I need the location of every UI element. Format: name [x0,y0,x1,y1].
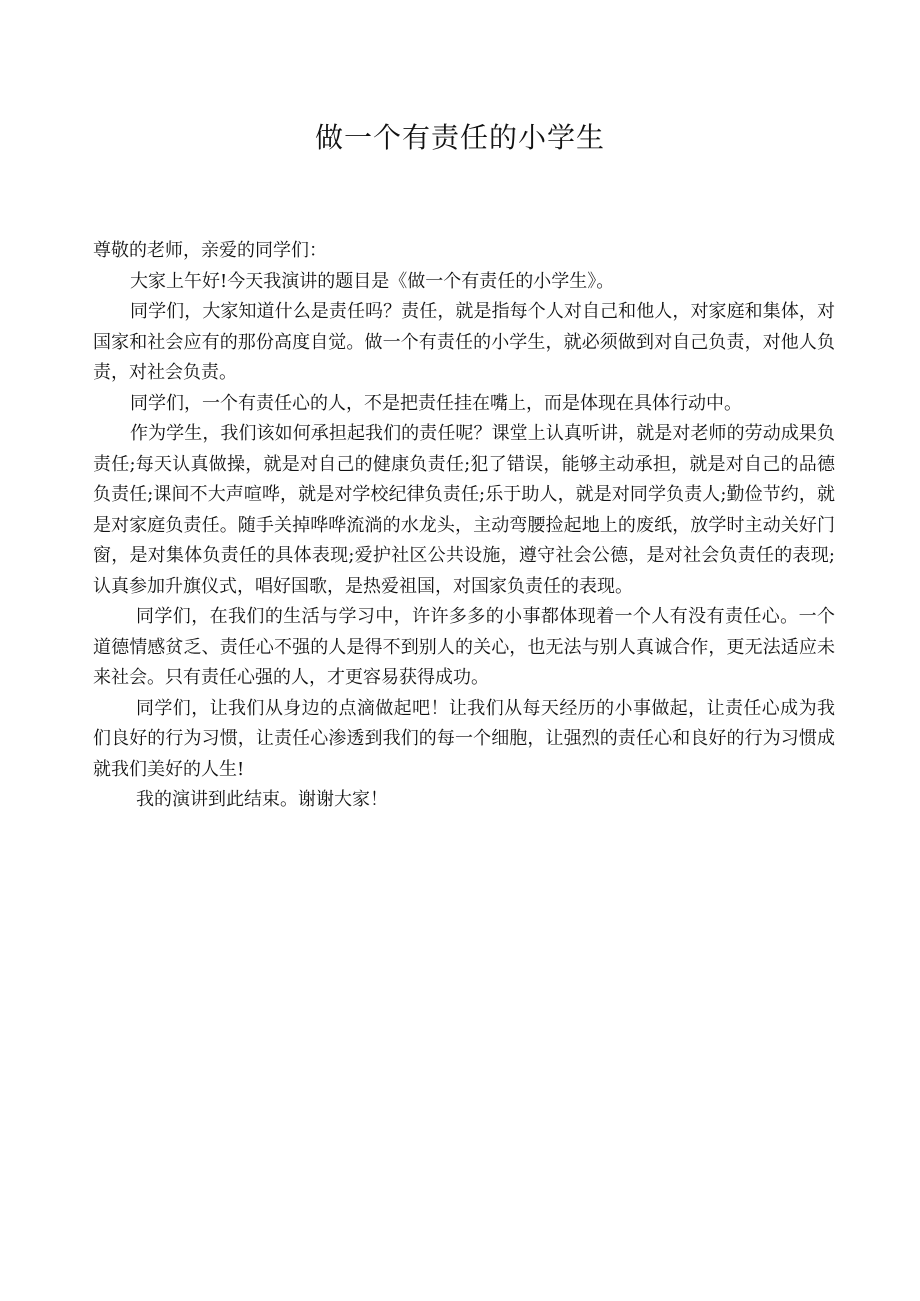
salutation: 尊敬的老师，亲爱的同学们： [93,240,327,261]
paragraph-examples: 作为学生，我们该如何承担起我们的责任呢？课堂上认真听讲，就是对老师的劳动成果负责任;每天认真做操，就是对自己的健康负责任;犯了错误，能够主动承担，就是对自己的品德负责任;课间不大声喧哗，就是对学校纪律负责任;乐于助人，就是对同学负责人;勤俭节约，就是对家庭负责任。随手关掉哗哗流淌的水龙头，主动弯腰捡起地上的废纸，放学时主动关好门窗，是对集体负责任的具体表现;爱护社区公共设施，遵守社会公德，是对社会负责任的表现;认真参加升旗仪式，唱好国歌，是热爱祖国，对国家负责任的表现。 [93,423,835,597]
paragraph-opening: 大家上午好!今天我演讲的题目是《做一个有责任的小学生》。 [130,270,615,292]
paragraph-action: 同学们，一个有责任心的人，不是把责任挂在嘴上，而是体现在具体行动中。 [130,392,742,414]
paragraph-closing: 我的演讲到此结束。谢谢大家！ [136,789,388,810]
speech-body [93,236,835,816]
paragraph-importance: 同学们，在我们的生活与学习中，许许多多的小事都体现着一个人有没有责任心。一个道德情感贫乏、责任心不强的人是得不到别人的关心，也无法与别人真诚合作，更无法适应未来社会。只有责任心强的人，才更容易获得成功。 [93,606,835,688]
paragraph-definition: 同学们，大家知道什么是责任吗？责任，就是指每个人对自己和他人，对家庭和集体，对国家和社会应有的那份高度自觉。做一个有责任的小学生，就必须做到对自己负责，对他人负责，对社会负责。 [93,301,835,383]
paragraph-call-to-action: 同学们，让我们从身边的点滴做起吧！让我们从每天经历的小事做起，让责任心成为我们良好的行为习惯，让责任心渗透到我们的每一个细胞，让强烈的责任心和良好的行为习惯成就我们美好的人生! [93,697,835,780]
page-title: 做一个有责任的小学生 [314,121,605,154]
